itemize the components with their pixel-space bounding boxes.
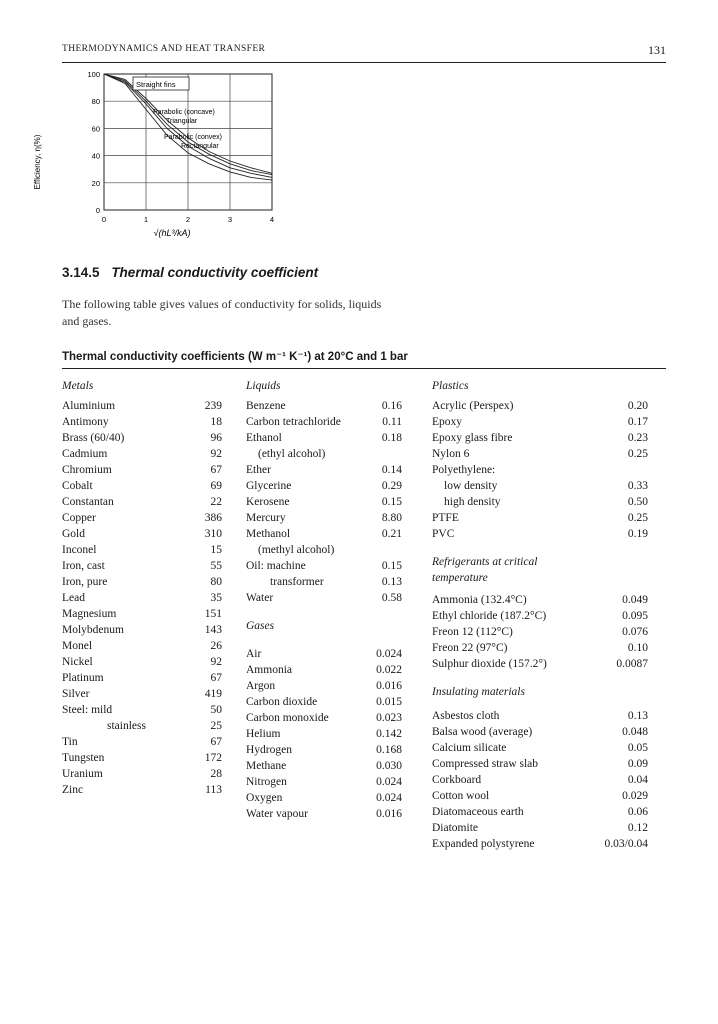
material-name: Asbestos cloth [432, 710, 500, 722]
conductivity-value: 0.095 [622, 610, 648, 622]
material-name: Kerosene [246, 496, 290, 508]
conductivity-value: 0.20 [627, 400, 648, 412]
conductivity-value: 0.09 [627, 758, 648, 770]
table-row [246, 694, 402, 710]
table-row [246, 542, 402, 558]
material-name: Benzene [246, 400, 286, 412]
material-name: PVC [432, 528, 455, 540]
material-name: Freon 22 (97°C) [432, 642, 508, 654]
table-row [246, 758, 402, 774]
material-name: Oxygen [246, 792, 283, 804]
conductivity-value: 0.13 [381, 576, 402, 588]
table-row [432, 708, 648, 724]
table-row [246, 398, 402, 414]
table-row [246, 462, 402, 478]
conductivity-value: 386 [204, 512, 222, 524]
conductivity-value: 113 [205, 784, 222, 796]
table-row [62, 782, 222, 798]
material-name: Nitrogen [246, 776, 287, 788]
material-name: Carbon monoxide [246, 712, 329, 724]
refrigerants-heading-line2: temperature [432, 572, 488, 584]
conductivity-value: 0.076 [622, 626, 648, 638]
table-row [62, 590, 222, 606]
material-name: Epoxy glass fibre [432, 432, 513, 444]
material-name: Copper [62, 512, 96, 524]
table-row [246, 678, 402, 694]
conductivity-value: 0.04 [627, 774, 648, 786]
plastics-heading: Plastics [432, 380, 469, 392]
running-title: THERMODYNAMICS AND HEAT TRANSFER [62, 44, 266, 54]
annotation-triangular: Triangular [166, 118, 198, 125]
annotation-parabolic-convex: Parabolic (convex) [164, 134, 222, 141]
material-name: Lead [62, 592, 85, 604]
material-name: Carbon tetrachloride [246, 416, 341, 428]
material-name: low density [444, 480, 498, 492]
table-row [432, 592, 648, 608]
conductivity-value: 0.21 [381, 528, 402, 540]
x-tick-label: 3 [227, 215, 233, 224]
conductivity-value: 0.142 [376, 728, 402, 740]
x-axis-formula: √(hL³/kA) [153, 228, 191, 238]
conductivity-value: 92 [210, 656, 222, 668]
material-name: Magnesium [62, 608, 117, 620]
page-number: 131 [648, 43, 666, 57]
table-row [62, 494, 222, 510]
table-row [62, 750, 222, 766]
table-row [62, 718, 222, 734]
x-tick-label: 4 [269, 215, 275, 224]
table-row [246, 446, 402, 462]
conductivity-value: 0.18 [381, 432, 402, 444]
table-row [246, 574, 402, 590]
conductivity-value: 0.15 [381, 496, 402, 508]
conductivity-value: 0.50 [627, 496, 648, 508]
material-name: Diatomite [432, 822, 478, 834]
conductivity-value: 0.022 [376, 664, 402, 676]
material-name: Inconel [62, 544, 97, 556]
material-name: transformer [270, 576, 324, 588]
material-name: Iron, cast [62, 560, 105, 572]
material-name: Chromium [62, 464, 112, 476]
conductivity-value: 0.029 [622, 790, 648, 802]
insulating-heading: Insulating materials [432, 686, 525, 698]
metals-column [62, 380, 222, 798]
conductivity-value: 35 [210, 592, 222, 604]
y-tick-label: 100 [87, 70, 100, 79]
conductivity-value: 239 [204, 400, 222, 412]
material-name: (ethyl alcohol) [258, 448, 326, 460]
table-row [62, 638, 222, 654]
table-row [62, 430, 222, 446]
conductivity-value: 0.13 [627, 710, 648, 722]
conductivity-value: 92 [210, 448, 222, 460]
conductivity-value: 0.11 [382, 416, 402, 428]
conductivity-value: 0.14 [381, 464, 402, 476]
conductivity-value: 0.03/0.04 [604, 838, 648, 850]
table-row [246, 806, 402, 822]
material-name: Ammonia [246, 664, 292, 676]
conductivity-value: 25 [210, 720, 222, 732]
material-name: Tin [62, 736, 78, 748]
table-row [62, 574, 222, 590]
material-name: Balsa wood (average) [432, 726, 533, 738]
table-row [432, 740, 648, 756]
table-row [432, 526, 648, 542]
table-row [432, 820, 648, 836]
material-name: Nylon 6 [432, 448, 470, 460]
material-name: Steel: mild [62, 704, 113, 716]
table-row [432, 772, 648, 788]
material-name: Polyethylene: [432, 464, 496, 476]
conductivity-value: 0.06 [627, 806, 648, 818]
conductivity-value: 8.80 [381, 512, 402, 524]
material-name: Sulphur dioxide (157.2°) [432, 658, 547, 670]
table-row [432, 430, 648, 446]
table-row [246, 742, 402, 758]
conductivity-value: 0.25 [627, 448, 648, 460]
table-row [246, 774, 402, 790]
conductivity-value: 0.023 [376, 712, 402, 724]
table-row [62, 686, 222, 702]
table-row [432, 446, 648, 462]
material-name: Silver [62, 688, 90, 700]
material-name: (methyl alcohol) [258, 544, 335, 556]
conductivity-value: 0.33 [627, 480, 648, 492]
material-name: Mercury [246, 512, 286, 524]
conductivity-value: 69 [210, 480, 222, 492]
conductivity-value: 0.048 [622, 726, 648, 738]
table-row [432, 756, 648, 772]
conductivity-value: 80 [210, 576, 222, 588]
conductivity-value: 143 [204, 624, 222, 636]
conductivity-value: 0.0087 [616, 658, 648, 670]
conductivity-value: 0.024 [376, 776, 402, 788]
y-tick-label: 0 [95, 206, 100, 215]
material-name: Platinum [62, 672, 104, 684]
table-row [62, 622, 222, 638]
section-title: Thermal conductivity coefficient [111, 265, 319, 280]
conductivity-value: 0.16 [381, 400, 402, 412]
material-name: Aluminium [62, 400, 116, 412]
y-axis-label: Efficiency, η(%) [33, 134, 42, 190]
conductivity-value: 151 [204, 608, 222, 620]
material-name: Zinc [62, 784, 84, 796]
annotation-rectangular: Rectangular [181, 143, 219, 150]
conductivity-value: 67 [210, 672, 222, 684]
table-row [62, 558, 222, 574]
fin-efficiency-chart [30, 70, 290, 250]
table-row [432, 414, 648, 430]
table-row [246, 526, 402, 542]
table-row [62, 542, 222, 558]
material-name: Molybdenum [62, 624, 124, 636]
conductivity-value: 0.58 [381, 592, 402, 604]
y-tick-label: 80 [91, 97, 100, 107]
table-row [432, 804, 648, 820]
conductivity-value: 310 [204, 528, 222, 540]
y-tick-label: 40 [91, 151, 100, 161]
x-tick-label: 0 [101, 215, 107, 224]
table-row [62, 510, 222, 526]
material-name: Cobalt [62, 480, 93, 492]
table-row [432, 608, 648, 624]
conductivity-value: 67 [210, 736, 222, 748]
table-row [432, 510, 648, 526]
conductivity-value: 0.29 [381, 480, 402, 492]
plastics-refrigerants-insulating-column [432, 380, 648, 852]
table-row [246, 790, 402, 806]
material-name: Antimony [62, 416, 109, 428]
material-name: Ethyl chloride (187.2°C) [432, 610, 547, 622]
liquids-gases-column [246, 380, 402, 822]
table-row [432, 724, 648, 740]
table-row [246, 430, 402, 446]
conductivity-value: 0.049 [622, 594, 648, 606]
conductivity-value: 28 [210, 768, 222, 780]
conductivity-value: 0.016 [376, 680, 402, 692]
table-row [62, 446, 222, 462]
material-name: Methane [246, 760, 287, 772]
material-name: Helium [246, 728, 281, 740]
table-row [62, 670, 222, 686]
section-heading [62, 265, 318, 280]
y-tick-label: 60 [91, 124, 100, 134]
material-name: Gold [62, 528, 85, 540]
table-row [62, 398, 222, 414]
y-tick-label: 20 [91, 178, 100, 188]
running-header [62, 44, 666, 60]
x-tick-label: 1 [143, 215, 149, 224]
table-row [432, 640, 648, 656]
material-name: Ethanol [246, 432, 282, 444]
conductivity-value: 18 [210, 416, 222, 428]
conductivity-value: 0.024 [376, 792, 402, 804]
table-row [432, 656, 648, 672]
conductivity-value: 0.016 [376, 808, 402, 820]
table-row [62, 462, 222, 478]
annotation-straight-fins: Straight fins [136, 80, 176, 89]
material-name: Brass (60/40) [62, 432, 125, 444]
material-name: PTFE [432, 512, 459, 524]
conductivity-value: 0.19 [627, 528, 648, 540]
material-name: Oil: machine [246, 560, 306, 572]
material-name: Nickel [62, 656, 93, 668]
material-name: Tungsten [62, 752, 105, 764]
table-row [62, 702, 222, 718]
material-name: Monel [62, 640, 93, 652]
table-row [246, 726, 402, 742]
conductivity-value: 0.12 [627, 822, 648, 834]
conductivity-value: 0.015 [376, 696, 402, 708]
table-row [62, 766, 222, 782]
table-row [432, 478, 648, 494]
material-name: Epoxy [432, 416, 463, 428]
material-name: high density [444, 496, 501, 508]
material-name: Iron, pure [62, 576, 108, 588]
material-name: Water [246, 592, 274, 604]
table-row [62, 734, 222, 750]
metals-heading: Metals [62, 380, 94, 392]
conductivity-value: 0.17 [627, 416, 648, 428]
table-row [62, 606, 222, 622]
material-name: Cadmium [62, 448, 108, 460]
table-row [246, 414, 402, 430]
material-name: Water vapour [246, 808, 308, 820]
conductivity-value: 96 [210, 432, 222, 444]
table-row [246, 494, 402, 510]
material-name: Glycerine [246, 480, 292, 492]
material-name: Hydrogen [246, 744, 292, 756]
material-name: Acrylic (Perspex) [432, 400, 514, 412]
material-name: Ether [246, 464, 271, 476]
conductivity-value: 419 [204, 688, 222, 700]
table-row [62, 478, 222, 494]
material-name: Uranium [62, 768, 103, 780]
table-row [246, 662, 402, 678]
table-row [432, 398, 648, 414]
conductivity-value: 26 [210, 640, 222, 652]
conductivity-value: 67 [210, 464, 222, 476]
table-row [432, 494, 648, 510]
material-name: Methanol [246, 528, 291, 540]
table-row [432, 624, 648, 640]
material-name: stainless [107, 720, 146, 732]
conductivity-value: 22 [210, 496, 222, 508]
material-name: Cotton wool [432, 790, 490, 802]
conductivity-value: 15 [210, 544, 222, 556]
section-number: 3.14.5 [62, 265, 100, 280]
table-row [246, 510, 402, 526]
table-row [246, 558, 402, 574]
table-row [246, 590, 402, 606]
material-name: Ammonia (132.4°C) [432, 594, 527, 606]
material-name: Carbon dioxide [246, 696, 318, 708]
material-name: Argon [246, 680, 276, 692]
material-name: Constantan [62, 496, 114, 508]
table-row [432, 836, 648, 852]
table-caption: Thermal conductivity coefficients (W m⁻¹ K⁻¹) at 20°C and 1 bar [62, 351, 408, 363]
caption-rule [62, 368, 666, 369]
conductivity-value: 0.23 [627, 432, 648, 444]
table-row [62, 414, 222, 430]
table-row [432, 462, 648, 478]
conductivity-value: 172 [204, 752, 222, 764]
table-row [246, 646, 402, 662]
table-row [246, 710, 402, 726]
conductivity-value: 0.25 [627, 512, 648, 524]
material-name: Expanded polystyrene [432, 838, 535, 850]
table-row [62, 526, 222, 542]
conductivity-value: 0.168 [376, 744, 402, 756]
material-name: Diatomaceous earth [432, 806, 524, 818]
conductivity-value: 0.10 [627, 642, 648, 654]
conductivity-value: 0.030 [376, 760, 402, 772]
refrigerants-heading-line1: Refrigerants at critical [432, 556, 538, 568]
intro-paragraph: The following table gives values of conductivity for solids, liquids and gases. [62, 297, 382, 328]
annotation-parabolic-concave: Parabolic (concave) [153, 109, 215, 116]
conductivity-value: 55 [210, 560, 222, 572]
table-row [62, 654, 222, 670]
material-name: Compressed straw slab [432, 758, 539, 770]
header-rule [62, 62, 666, 63]
material-name: Air [246, 648, 262, 660]
conductivity-value: 50 [210, 704, 222, 716]
table-row [246, 478, 402, 494]
material-name: Calcium silicate [432, 742, 507, 754]
conductivity-value: 0.05 [627, 742, 648, 754]
gases-heading: Gases [246, 620, 275, 632]
material-name: Freon 12 (112°C) [432, 626, 513, 638]
conductivity-value: 0.024 [376, 648, 402, 660]
liquids-heading: Liquids [246, 380, 281, 392]
table-row [432, 788, 648, 804]
material-name: Corkboard [432, 774, 482, 786]
conductivity-value: 0.15 [381, 560, 402, 572]
x-tick-label: 2 [185, 215, 191, 224]
